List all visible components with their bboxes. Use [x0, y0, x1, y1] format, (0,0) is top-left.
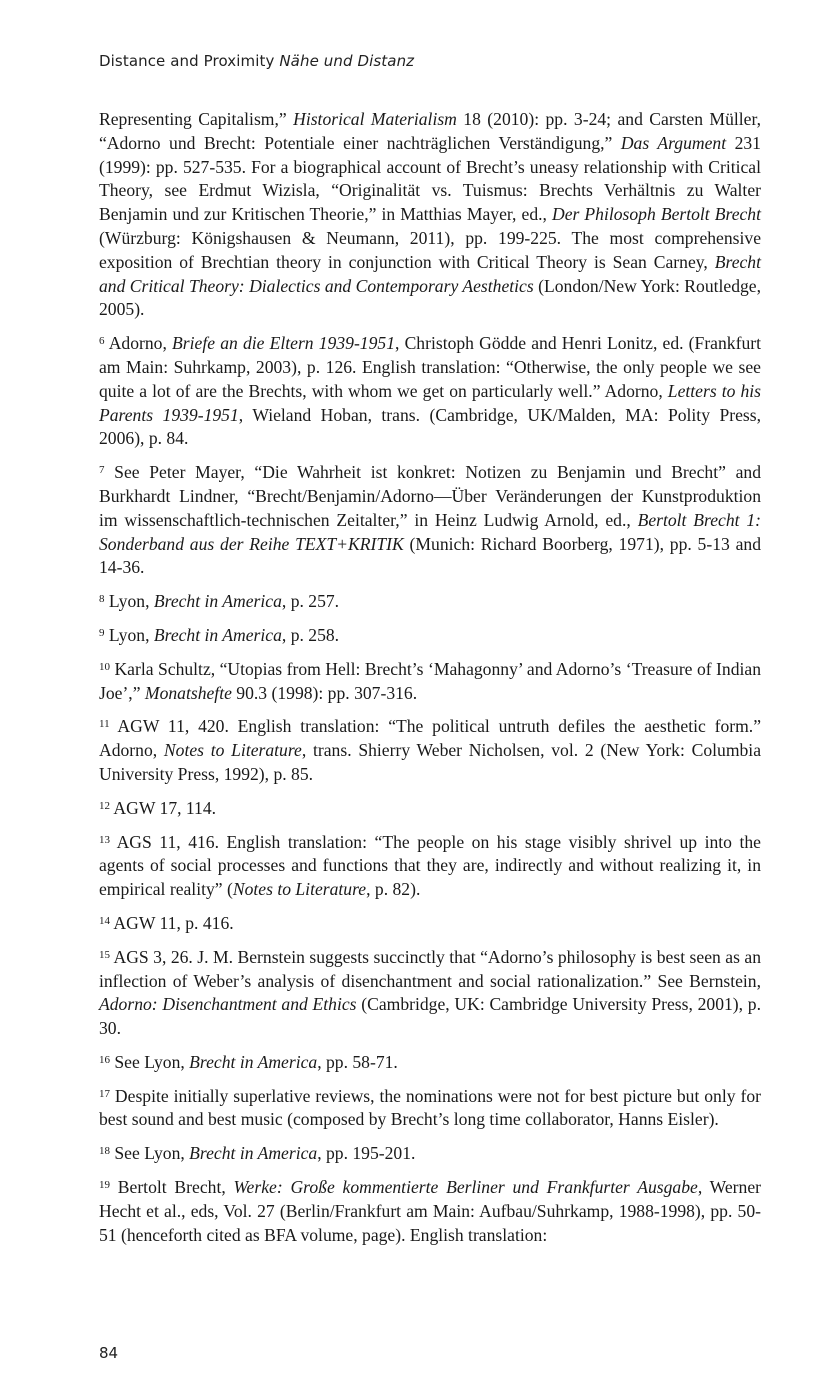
endnote-text: , pp. 195-201. — [317, 1143, 416, 1164]
endnote — [99, 1051, 761, 1075]
endnote-text: See Lyon, — [110, 1051, 190, 1072]
endnote-text: (London/New York: Routledge, 2005). — [99, 275, 762, 320]
endnote-text: AGS 11, 416. English translation: “The people on his stage visibly shrivel up into the agents of social processes and functions that they are, indirectly and without realizing it, in empirical reality” ( — [99, 831, 761, 900]
endnote — [99, 590, 761, 614]
endnote-number: 10 — [99, 660, 110, 673]
endnote — [99, 912, 761, 936]
running-head-title: Distance and Proximity — [99, 52, 275, 70]
endnote — [99, 1142, 761, 1166]
endnote-text: AGW 17, 114. — [110, 797, 217, 818]
endnote-number: 13 — [99, 833, 110, 846]
endnote-title-italic: Brecht in America — [189, 1051, 318, 1072]
endnote-number: 14 — [99, 914, 110, 927]
endnote — [99, 461, 761, 580]
endnote-text: AGW 11, 420. English translation: “The political untruth defiles the aesthetic form.” Adorno, — [99, 716, 761, 761]
endnote-text: , trans. Shierry Weber Nicholsen, vol. 2 (New York: Columbia University Press, 1992), p. 85. — [99, 740, 761, 784]
endnote-title-italic: Notes to Literature — [163, 740, 302, 761]
endnote-text: See Lyon, — [110, 1143, 190, 1164]
endnote-number: 16 — [99, 1053, 110, 1066]
endnote-title-italic: Brecht in America — [153, 591, 282, 612]
endnote — [99, 108, 761, 322]
endnote-number: 15 — [99, 948, 110, 961]
endnote-title-italic: Adorno: Disenchantment and Ethics — [99, 994, 357, 1015]
running-head-title-german: Nähe und Distanz — [279, 52, 415, 70]
endnote-text: 18 (2010): pp. 3-24; and Carsten Müller, “Adorno und Brecht: Potentiale einer nachträglichen Verständigung,” — [99, 109, 762, 153]
endnote-text: Bertolt Brecht, — [110, 1177, 234, 1198]
endnote-text: , p. 257. — [281, 591, 340, 612]
endnote-text: , p. 82). — [366, 879, 421, 900]
endnote-title-italic: Brecht in America — [153, 624, 282, 645]
endnote-text: (Munich: Richard Boorberg, 1971), pp. 5-13 and 14-36. — [99, 533, 761, 578]
endnote-number: 17 — [99, 1087, 110, 1100]
endnote-text: Despite initially superlative reviews, the nominations were not for best picture but only for best sound and best music (composed by Brecht’s long time collaborator, Hanns Eisler). — [99, 1085, 761, 1130]
endnote-number: 9 — [99, 626, 105, 639]
endnote-number: 7 — [99, 464, 105, 477]
endnote-text: 90.3 (1998): pp. 307-316. — [231, 682, 418, 703]
endnote — [99, 1085, 761, 1133]
endnote-number: 11 — [99, 718, 110, 731]
endnote-text: 231 (1999): pp. 527-535. For a biographical account of Brecht’s uneasy relationship with Critical Theory, see Erdmut Wizisla, “Originalität vs. Tuismus: Brechts Verhältnis zu Walter Benjamin und zur Kritischen Theorie,” in Matthias Mayer, ed., — [99, 132, 761, 225]
page-number: 84 — [99, 1344, 119, 1362]
endnote-title-italic: Monatshefte — [144, 682, 232, 703]
endnote-text: , Christoph Gödde and Henri Lonitz, ed. (Frankfurt am Main: Suhrkamp, 2003), p. 126. English translation: “Otherwise, the only people we see quite a lot of are the Brechts, with whom we get on particularly well.” Adorno, — [99, 333, 761, 401]
endnote-text: Lyon, — [104, 624, 154, 645]
endnote-title-italic: Das Argument — [620, 132, 727, 153]
endnote-number: 18 — [99, 1145, 110, 1158]
endnote-text: Karla Schultz, “Utopias from Hell: Brecht’s ‘Mahagonny’ and Adorno’s ‘Treasure of Indian Joe’,” — [99, 658, 761, 703]
endnote — [99, 946, 761, 1041]
endnote — [99, 332, 761, 451]
endnote-number: 12 — [99, 799, 110, 812]
endnote — [99, 1176, 761, 1247]
endnote-title-italic: Der Philosoph Bertolt Brecht — [551, 204, 761, 225]
endnote-text: See Peter Mayer, “Die Wahrheit ist konkret: Notizen zu Benjamin und Brecht” and Burkhardt Lindner, “Brecht/Benjamin/Adorno—Über Veränderungen der Kunstproduktion im wissenschaftlich-technischen Zeitalter,” in Heinz Ludwig Arnold, ed., — [99, 462, 761, 530]
endnote-title-italic: Notes to Literature — [232, 879, 367, 900]
endnote — [99, 797, 761, 821]
endnote-title-italic: Bertolt Brecht 1: Sonderband aus der Reihe TEXT+KRITIK — [99, 509, 761, 554]
endnote-text: Lyon, — [104, 591, 154, 612]
endnote-text: , Werner Hecht et al., eds, Vol. 27 (Berlin/Frankfurt am Main: Aufbau/Suhrkamp, 1988-1998), pp. 50-51 (henceforth cited as BFA volume, page). English translation: — [99, 1177, 762, 1245]
endnote-title-italic: Historical Materialism — [293, 109, 457, 129]
endnote-text: AGS 3, 26. J. M. Bernstein suggests succinctly that “Adorno’s philosophy is best seen as an inflection of Weber’s analysis of disenchantment and social rationalization.” See Bernstein, — [99, 946, 761, 991]
endnote-title-italic: Brecht and Critical Theory: Dialectics and Contemporary Aesthetics — [99, 251, 761, 296]
endnote — [99, 831, 761, 902]
endnote-text: AGW 11, p. 416. — [110, 912, 234, 933]
endnote — [99, 624, 761, 648]
endnote-title-italic: Brecht in America — [189, 1143, 318, 1164]
endnote-title-italic: Letters to his Parents 1939-1951 — [99, 380, 761, 425]
endnote-text: , Wieland Hoban, trans. (Cambridge, UK/Malden, MA: Polity Press, 2006), p. 84. — [99, 404, 761, 449]
endnote-title-italic: Werke: Große kommentierte Berliner und Frankfurter Ausgabe — [233, 1177, 698, 1198]
endnote-text: (Cambridge, UK: Cambridge University Press, 2001), p. 30. — [99, 994, 761, 1039]
endnote-title-italic: Briefe an die Eltern 1939-1951 — [172, 333, 395, 354]
running-head — [99, 52, 414, 70]
endnote-text: , pp. 58-71. — [317, 1051, 398, 1072]
endnote-number: 8 — [99, 593, 105, 606]
endnote-text: Representing Capitalism,” — [99, 109, 294, 129]
endnote-text: (Würzburg: Königshausen & Neumann, 2011), pp. 199-225. The most comprehensive exposition of Brechtian theory in conjunction with Critical Theory is Sean Carney, — [99, 227, 761, 272]
endnote — [99, 658, 761, 706]
endnotes-list — [99, 108, 761, 1257]
endnote — [99, 715, 761, 786]
endnote-text: , p. 258. — [281, 624, 340, 645]
endnote-number: 19 — [99, 1179, 110, 1192]
endnote-text: Adorno, — [104, 333, 173, 354]
endnote-number: 6 — [99, 335, 105, 348]
